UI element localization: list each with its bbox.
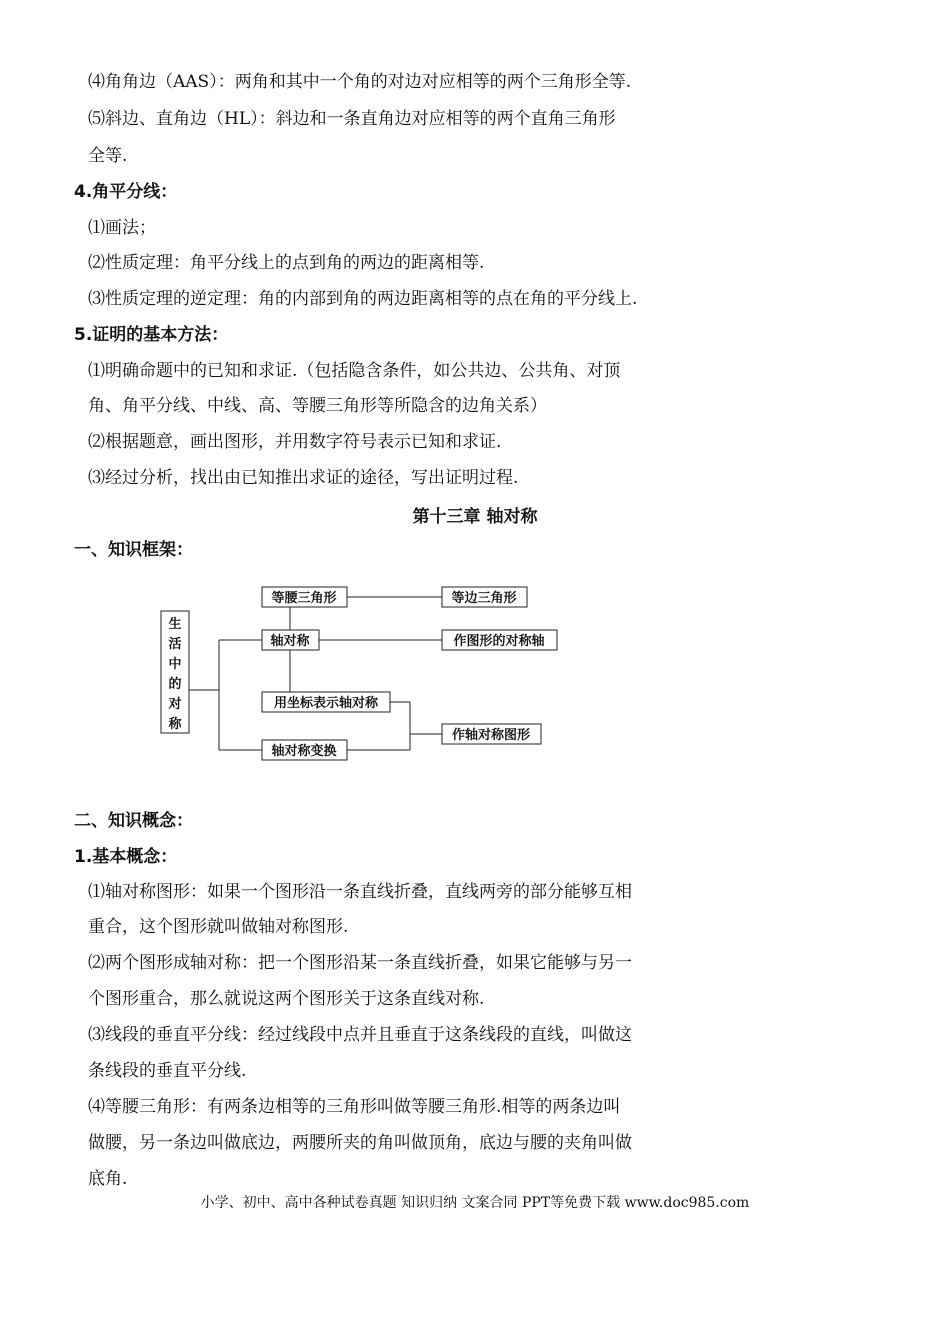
text-line: ⑷角角边（AAS）：两角和其中一个角的对边对应相等的两个三角形全等.	[88, 72, 632, 92]
text-line: ⑴画法；	[88, 218, 156, 238]
text-line: ⑴明确命题中的已知和求证.（包括隐含条件，如公共边、公共角、对顶	[88, 361, 621, 381]
text-line: ⑸斜边、直角边（HL）：斜边和一条直角边对应相等的两个直角三角形	[88, 109, 616, 129]
text-line: ⑵性质定理：角平分线上的点到角的两边的距离相等.	[88, 253, 485, 273]
node-draw-axis: 作图形的对称轴	[453, 634, 545, 649]
text-line: 全等.	[88, 146, 128, 166]
text-line: 个图形重合，那么就说这两个图形关于这条直线对称.	[88, 989, 485, 1009]
root-char: 活	[168, 637, 182, 652]
subsection-heading: 1.基本概念：	[74, 847, 178, 867]
page-footer: 小学、初中、高中各种试卷真题 知识归纳 文案合同 PPT等免费下载 www.doc985.com	[200, 1195, 750, 1211]
node-isosceles: 等腰三角形	[271, 591, 337, 606]
node-equilateral: 等边三角形	[451, 591, 517, 606]
node-transform: 轴对称变换	[271, 744, 337, 759]
section-heading: 5.证明的基本方法：	[74, 325, 229, 345]
text-line: 做腰，另一条边叫做底边，两腰所夹的角叫做顶角，底边与腰的夹角叫做	[88, 1133, 632, 1153]
section-heading: 4.角平分线：	[74, 182, 178, 202]
text-line: ⑵根据题意，画出图形，并用数字符号表示已知和求证.	[88, 432, 502, 452]
section-heading: 一、知识框架：	[74, 540, 193, 560]
root-char: 的	[168, 677, 182, 692]
text-line: 底角.	[88, 1169, 128, 1189]
root-char: 生	[168, 617, 182, 632]
text-line: 重合，这个图形就叫做轴对称图形.	[88, 917, 349, 937]
node-coord: 用坐标表示轴对称	[273, 696, 379, 711]
text-line: ⑶性质定理的逆定理：角的内部到角的两边距离相等的点在角的平分线上.	[88, 289, 638, 309]
node-axis-sym: 轴对称	[270, 634, 310, 649]
node-draw-fig: 作轴对称图形	[451, 728, 531, 743]
text-line: 条线段的垂直平分线.	[88, 1061, 247, 1081]
root-char: 中	[168, 657, 182, 672]
text-line: ⑷等腰三角形：有两条边相等的三角形叫做等腰三角形.相等的两条边叫	[88, 1097, 621, 1117]
text-line: ⑶线段的垂直平分线：经过线段中点并且垂直于这条线段的直线，叫做这	[88, 1025, 632, 1045]
text-line: ⑵两个图形成轴对称：把一个图形沿某一条直线折叠，如果它能够与另一	[88, 953, 632, 973]
text-line: ⑴轴对称图形：如果一个图形沿一条直线折叠，直线两旁的部分能够互相	[88, 882, 632, 902]
root-char: 称	[168, 717, 182, 732]
text-line: ⑶经过分析，找出由已知推出求证的途径，写出证明过程.	[88, 468, 519, 488]
root-char: 对	[168, 697, 182, 712]
section-heading: 二、知识概念：	[74, 811, 193, 831]
text-line: 角、角平分线、中线、高、等腰三角形等所隐含的边角关系）	[88, 396, 547, 416]
chapter-title: 第十三章 轴对称	[412, 507, 538, 527]
